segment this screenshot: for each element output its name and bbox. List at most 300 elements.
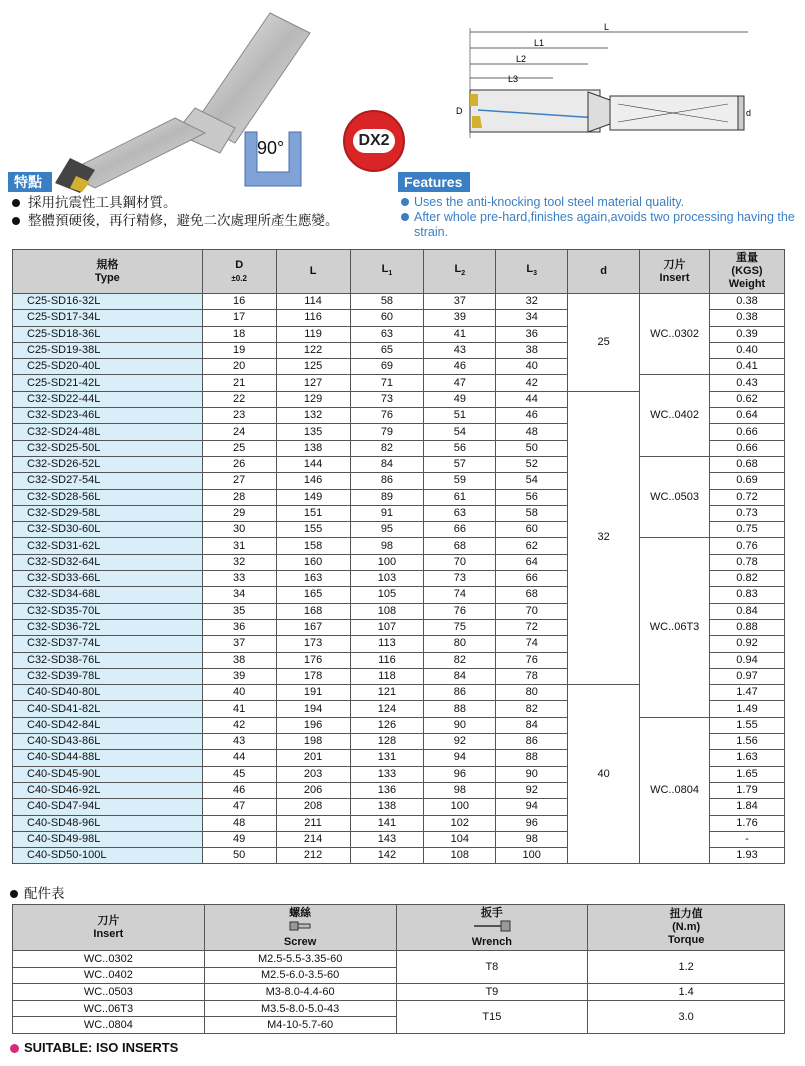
cell-L: 146 xyxy=(276,473,350,489)
cell-L2: 98 xyxy=(424,782,496,798)
cell-L3: 90 xyxy=(496,766,568,782)
cell-type: C25-SD18-36L xyxy=(13,326,203,342)
cell-L3: 86 xyxy=(496,734,568,750)
cell-L2: 46 xyxy=(424,359,496,375)
cell-L2: 84 xyxy=(424,668,496,684)
cell-type: C32-SD26-52L xyxy=(13,456,203,472)
cell-D: 37 xyxy=(202,636,276,652)
cell-D: 23 xyxy=(202,408,276,424)
cell-D: 35 xyxy=(202,603,276,619)
cell-type: C40-SD47-94L xyxy=(13,799,203,815)
col-insert: 刀片 Insert xyxy=(640,250,710,294)
cell-L1: 113 xyxy=(350,636,424,652)
cell-L1: 141 xyxy=(350,815,424,831)
cell-L: 127 xyxy=(276,375,350,391)
table-row xyxy=(13,375,785,391)
cell-L: 158 xyxy=(276,538,350,554)
cell-L: 132 xyxy=(276,408,350,424)
cell-type: C40-SD41-82L xyxy=(13,701,203,717)
diagram-label-L3: L3 xyxy=(508,74,519,84)
cell-type: C32-SD39-78L xyxy=(13,668,203,684)
cell-L2: 74 xyxy=(424,587,496,603)
cell-L1: 105 xyxy=(350,587,424,603)
acc-col-insert: 刀片 Insert xyxy=(13,905,205,951)
cell-D: 20 xyxy=(202,359,276,375)
acc-col-screw: 螺絲 Screw xyxy=(204,905,396,951)
cell-weight: 0.97 xyxy=(710,668,785,684)
cell-L3: 64 xyxy=(496,554,568,570)
cell-type: C25-SD17-34L xyxy=(13,310,203,326)
table-row xyxy=(13,717,785,733)
acc-cell-insert: WC..06T3 xyxy=(13,1000,205,1017)
cell-weight: 0.68 xyxy=(710,456,785,472)
cell-L: 173 xyxy=(276,636,350,652)
cell-L: 167 xyxy=(276,619,350,635)
cell-L1: 84 xyxy=(350,456,424,472)
cell-L: 138 xyxy=(276,440,350,456)
cell-weight: 0.78 xyxy=(710,554,785,570)
cell-L3: 84 xyxy=(496,717,568,733)
cell-weight: 0.75 xyxy=(710,522,785,538)
cell-L1: 98 xyxy=(350,538,424,554)
header-area xyxy=(0,0,805,245)
cell-L3: 40 xyxy=(496,359,568,375)
cell-L2: 49 xyxy=(424,391,496,407)
cell-D: 26 xyxy=(202,456,276,472)
cell-type: C32-SD32-64L xyxy=(13,554,203,570)
cell-L3: 58 xyxy=(496,505,568,521)
cell-D: 42 xyxy=(202,717,276,733)
acc-cell-screw: M2.5-5.5-3.35-60 xyxy=(204,951,396,968)
cell-L2: 43 xyxy=(424,342,496,358)
cell-type: C32-SD30-60L xyxy=(13,522,203,538)
table-row xyxy=(13,456,785,472)
cell-L3: 44 xyxy=(496,391,568,407)
cell-type: C32-SD37-74L xyxy=(13,636,203,652)
cell-D: 38 xyxy=(202,652,276,668)
wrench-icon xyxy=(473,920,511,932)
cell-L3: 50 xyxy=(496,440,568,456)
cell-D: 18 xyxy=(202,326,276,342)
cell-L1: 58 xyxy=(350,294,424,310)
cell-L3: 82 xyxy=(496,701,568,717)
cell-L3: 48 xyxy=(496,424,568,440)
cell-type: C25-SD19-38L xyxy=(13,342,203,358)
cell-L: 151 xyxy=(276,505,350,521)
cell-L2: 100 xyxy=(424,799,496,815)
cell-L2: 96 xyxy=(424,766,496,782)
cell-weight: 1.76 xyxy=(710,815,785,831)
features-en-tag: Features xyxy=(398,172,470,192)
cell-insert: WC..0804 xyxy=(640,717,710,864)
cell-D: 29 xyxy=(202,505,276,521)
table-row xyxy=(13,294,785,310)
acc-cell-insert: WC..0503 xyxy=(13,984,205,1001)
cell-d: 40 xyxy=(568,685,640,864)
cell-L3: 38 xyxy=(496,342,568,358)
cell-D: 28 xyxy=(202,489,276,505)
table-row xyxy=(13,951,785,968)
cell-weight: 0.82 xyxy=(710,571,785,587)
cell-insert: WC..0402 xyxy=(640,375,710,456)
cell-L3: 76 xyxy=(496,652,568,668)
cell-D: 17 xyxy=(202,310,276,326)
col-type: 規格 Type xyxy=(13,250,203,294)
table-row xyxy=(13,984,785,1001)
cell-L3: 54 xyxy=(496,473,568,489)
cell-L: 119 xyxy=(276,326,350,342)
cell-weight: 1.65 xyxy=(710,766,785,782)
cell-type: C32-SD25-50L xyxy=(13,440,203,456)
cell-weight: 1.93 xyxy=(710,848,785,864)
cell-L: 144 xyxy=(276,456,350,472)
diagram-label-L1: L1 xyxy=(534,38,545,48)
feature-zh-item: 採用抗震性工具鋼材質。 xyxy=(10,194,339,212)
acc-cell-insert: WC..0804 xyxy=(13,1017,205,1034)
cell-weight: 1.55 xyxy=(710,717,785,733)
cell-L2: 61 xyxy=(424,489,496,505)
cell-L: 163 xyxy=(276,571,350,587)
cell-type: C32-SD27-54L xyxy=(13,473,203,489)
cell-L1: 131 xyxy=(350,750,424,766)
cell-L2: 39 xyxy=(424,310,496,326)
cell-weight: 0.43 xyxy=(710,375,785,391)
cell-type: C32-SD29-58L xyxy=(13,505,203,521)
spec-table xyxy=(12,249,785,864)
cell-weight: 0.66 xyxy=(710,424,785,440)
cell-L3: 70 xyxy=(496,603,568,619)
dimension-diagram xyxy=(448,20,753,160)
cell-L1: 63 xyxy=(350,326,424,342)
cell-L2: 90 xyxy=(424,717,496,733)
cell-type: C32-SD28-56L xyxy=(13,489,203,505)
cell-L2: 66 xyxy=(424,522,496,538)
cell-type: C40-SD49-98L xyxy=(13,831,203,847)
cell-L1: 91 xyxy=(350,505,424,521)
cell-weight: 0.40 xyxy=(710,342,785,358)
cell-L2: 47 xyxy=(424,375,496,391)
accessories-header xyxy=(13,905,785,951)
cell-L: 116 xyxy=(276,310,350,326)
cell-L: 211 xyxy=(276,815,350,831)
spec-table-header xyxy=(13,250,785,294)
cell-L1: 82 xyxy=(350,440,424,456)
cell-type: C25-SD20-40L xyxy=(13,359,203,375)
cell-L2: 41 xyxy=(424,326,496,342)
cell-L1: 121 xyxy=(350,685,424,701)
cell-L3: 66 xyxy=(496,571,568,587)
cell-L2: 80 xyxy=(424,636,496,652)
cell-D: 45 xyxy=(202,766,276,782)
cell-L1: 138 xyxy=(350,799,424,815)
cell-L3: 80 xyxy=(496,685,568,701)
cell-L3: 78 xyxy=(496,668,568,684)
cell-L2: 75 xyxy=(424,619,496,635)
table-row xyxy=(13,538,785,554)
cell-L2: 51 xyxy=(424,408,496,424)
cell-D: 33 xyxy=(202,571,276,587)
acc-cell-wrench: T15 xyxy=(396,1000,588,1033)
cell-L1: 73 xyxy=(350,391,424,407)
cell-weight: 0.69 xyxy=(710,473,785,489)
cell-L2: 63 xyxy=(424,505,496,521)
cell-L3: 42 xyxy=(496,375,568,391)
cell-weight: 0.76 xyxy=(710,538,785,554)
acc-cell-insert: WC..0402 xyxy=(13,967,205,984)
col-weight: 重量 (KGS) Weight xyxy=(710,250,785,294)
cell-L1: 128 xyxy=(350,734,424,750)
cell-L: 194 xyxy=(276,701,350,717)
cell-L: 176 xyxy=(276,652,350,668)
cell-L1: 143 xyxy=(350,831,424,847)
cell-L3: 98 xyxy=(496,831,568,847)
cell-L1: 133 xyxy=(350,766,424,782)
col-L2: $L_2$ xyxy=(424,250,496,294)
diagram-label-L2: L2 xyxy=(516,54,527,64)
cell-L: 214 xyxy=(276,831,350,847)
cell-L2: 108 xyxy=(424,848,496,864)
diagram-label-D: D xyxy=(456,106,463,116)
features-zh-list xyxy=(10,194,339,230)
cell-weight: - xyxy=(710,831,785,847)
cell-D: 39 xyxy=(202,668,276,684)
cell-L2: 56 xyxy=(424,440,496,456)
cell-L1: 124 xyxy=(350,701,424,717)
screw-icon xyxy=(289,920,311,932)
cell-L1: 108 xyxy=(350,603,424,619)
cell-weight: 0.64 xyxy=(710,408,785,424)
cell-L3: 68 xyxy=(496,587,568,603)
feature-en-item: After whole pre-hard,finishes again,avoids two processing having the strain. xyxy=(400,210,795,240)
cell-type: C40-SD48-96L xyxy=(13,815,203,831)
cell-weight: 0.88 xyxy=(710,619,785,635)
cell-L2: 92 xyxy=(424,734,496,750)
acc-col-torque: 扭力值 (N.m) Torque xyxy=(588,905,785,951)
cell-L: 208 xyxy=(276,799,350,815)
cell-L: 122 xyxy=(276,342,350,358)
acc-cell-wrench: T8 xyxy=(396,951,588,984)
cell-weight: 1.49 xyxy=(710,701,785,717)
cell-L2: 70 xyxy=(424,554,496,570)
cell-D: 36 xyxy=(202,619,276,635)
cell-L: 206 xyxy=(276,782,350,798)
cell-weight: 0.41 xyxy=(710,359,785,375)
acc-cell-screw: M4-10-5.7-60 xyxy=(204,1017,396,1034)
cell-D: 22 xyxy=(202,391,276,407)
col-L1: $L_1$ xyxy=(350,250,424,294)
cell-type: C32-SD35-70L xyxy=(13,603,203,619)
series-label: DX2 xyxy=(353,129,395,153)
cell-weight: 0.66 xyxy=(710,440,785,456)
acc-cell-torque: 1.2 xyxy=(588,951,785,984)
cell-L: 125 xyxy=(276,359,350,375)
cell-L3: 88 xyxy=(496,750,568,766)
acc-cell-insert: WC..0302 xyxy=(13,951,205,968)
cell-L1: 89 xyxy=(350,489,424,505)
cell-L1: 65 xyxy=(350,342,424,358)
cell-L3: 92 xyxy=(496,782,568,798)
cell-L: 191 xyxy=(276,685,350,701)
cell-L2: 86 xyxy=(424,685,496,701)
cell-D: 27 xyxy=(202,473,276,489)
suitable-note: SUITABLE: ISO INSERTS xyxy=(10,1040,178,1055)
cell-L1: 71 xyxy=(350,375,424,391)
cell-L: 114 xyxy=(276,294,350,310)
cell-L3: 72 xyxy=(496,619,568,635)
cell-L1: 100 xyxy=(350,554,424,570)
cell-type: C32-SD22-44L xyxy=(13,391,203,407)
cell-L1: 107 xyxy=(350,619,424,635)
cell-L: 203 xyxy=(276,766,350,782)
cell-d: 25 xyxy=(568,294,640,392)
cell-L1: 79 xyxy=(350,424,424,440)
cell-L1: 86 xyxy=(350,473,424,489)
cell-L: 212 xyxy=(276,848,350,864)
cell-weight: 0.38 xyxy=(710,294,785,310)
cell-type: C40-SD45-90L xyxy=(13,766,203,782)
cell-L3: 60 xyxy=(496,522,568,538)
cell-L3: 94 xyxy=(496,799,568,815)
cell-weight: 0.38 xyxy=(710,310,785,326)
cell-weight: 0.73 xyxy=(710,505,785,521)
accessories-title: 配件表 xyxy=(10,882,65,902)
cell-weight: 0.72 xyxy=(710,489,785,505)
acc-cell-torque: 3.0 xyxy=(588,1000,785,1033)
cell-type: C40-SD46-92L xyxy=(13,782,203,798)
cell-L3: 100 xyxy=(496,848,568,864)
cell-D: 41 xyxy=(202,701,276,717)
cell-L: 129 xyxy=(276,391,350,407)
cell-L3: 52 xyxy=(496,456,568,472)
cell-L: 201 xyxy=(276,750,350,766)
acc-cell-screw: M3.5-8.0-5.0-43 xyxy=(204,1000,396,1017)
cell-L2: 57 xyxy=(424,456,496,472)
cell-weight: 1.47 xyxy=(710,685,785,701)
cell-insert: WC..0302 xyxy=(640,294,710,375)
cell-type: C40-SD42-84L xyxy=(13,717,203,733)
cell-L2: 82 xyxy=(424,652,496,668)
cell-L: 155 xyxy=(276,522,350,538)
cell-type: C25-SD16-32L xyxy=(13,294,203,310)
cell-type: C40-SD44-88L xyxy=(13,750,203,766)
cell-L: 196 xyxy=(276,717,350,733)
cell-weight: 0.94 xyxy=(710,652,785,668)
acc-cell-screw: M3-8.0-4.4-60 xyxy=(204,984,396,1001)
cell-L2: 88 xyxy=(424,701,496,717)
cell-weight: 0.83 xyxy=(710,587,785,603)
cell-D: 24 xyxy=(202,424,276,440)
cell-type: C25-SD21-42L xyxy=(13,375,203,391)
cell-D: 16 xyxy=(202,294,276,310)
cell-L2: 104 xyxy=(424,831,496,847)
diagram-label-d: d xyxy=(746,108,752,118)
cell-weight: 0.84 xyxy=(710,603,785,619)
cell-D: 32 xyxy=(202,554,276,570)
cell-type: C40-SD43-86L xyxy=(13,734,203,750)
cell-L1: 95 xyxy=(350,522,424,538)
cell-L3: 32 xyxy=(496,294,568,310)
cell-D: 50 xyxy=(202,848,276,864)
cell-weight: 0.39 xyxy=(710,326,785,342)
cell-type: C40-SD50-100L xyxy=(13,848,203,864)
cell-D: 31 xyxy=(202,538,276,554)
col-L3: $L_3$ xyxy=(496,250,568,294)
cell-type: C32-SD33-66L xyxy=(13,571,203,587)
cell-D: 25 xyxy=(202,440,276,456)
features-zh-tag: 特點 xyxy=(8,172,52,192)
cell-type: C32-SD24-48L xyxy=(13,424,203,440)
cell-L3: 36 xyxy=(496,326,568,342)
cell-D: 48 xyxy=(202,815,276,831)
cell-D: 49 xyxy=(202,831,276,847)
cell-D: 44 xyxy=(202,750,276,766)
cell-L1: 142 xyxy=(350,848,424,864)
cell-L: 178 xyxy=(276,668,350,684)
cell-L2: 102 xyxy=(424,815,496,831)
cell-weight: 1.84 xyxy=(710,799,785,815)
cell-d: 32 xyxy=(568,391,640,684)
col-D: D ±0.2 xyxy=(202,250,276,294)
cell-L1: 126 xyxy=(350,717,424,733)
cell-L1: 118 xyxy=(350,668,424,684)
features-en-list xyxy=(400,195,795,240)
cell-L: 168 xyxy=(276,603,350,619)
cell-L: 135 xyxy=(276,424,350,440)
cell-insert: WC..06T3 xyxy=(640,538,710,717)
col-L: L xyxy=(276,250,350,294)
acc-cell-screw: M2.5-6.0-3.5-60 xyxy=(204,967,396,984)
cell-weight: 1.63 xyxy=(710,750,785,766)
cell-L1: 116 xyxy=(350,652,424,668)
acc-col-wrench: 扳手 Wrench xyxy=(396,905,588,951)
cell-D: 43 xyxy=(202,734,276,750)
cell-type: C32-SD34-68L xyxy=(13,587,203,603)
cell-type: C32-SD36-72L xyxy=(13,619,203,635)
cell-L2: 59 xyxy=(424,473,496,489)
cell-L3: 62 xyxy=(496,538,568,554)
accessories-table xyxy=(12,904,785,1034)
cell-L3: 74 xyxy=(496,636,568,652)
series-badge xyxy=(343,110,405,172)
cell-type: C40-SD40-80L xyxy=(13,685,203,701)
cell-weight: 1.56 xyxy=(710,734,785,750)
cell-L2: 94 xyxy=(424,750,496,766)
cell-D: 19 xyxy=(202,342,276,358)
cell-L2: 37 xyxy=(424,294,496,310)
cell-L1: 76 xyxy=(350,408,424,424)
cell-L1: 103 xyxy=(350,571,424,587)
cell-L1: 136 xyxy=(350,782,424,798)
angle-label: 90° xyxy=(257,138,285,158)
cell-L2: 73 xyxy=(424,571,496,587)
cell-D: 34 xyxy=(202,587,276,603)
cell-L1: 60 xyxy=(350,310,424,326)
cell-insert: WC..0503 xyxy=(640,456,710,537)
cell-L2: 68 xyxy=(424,538,496,554)
cell-type: C32-SD23-46L xyxy=(13,408,203,424)
cell-L2: 54 xyxy=(424,424,496,440)
cell-type: C32-SD38-76L xyxy=(13,652,203,668)
cell-weight: 1.79 xyxy=(710,782,785,798)
cell-L2: 76 xyxy=(424,603,496,619)
cell-L1: 69 xyxy=(350,359,424,375)
cell-L3: 46 xyxy=(496,408,568,424)
angle-badge xyxy=(243,128,303,190)
cell-D: 47 xyxy=(202,799,276,815)
cell-L: 149 xyxy=(276,489,350,505)
cell-D: 30 xyxy=(202,522,276,538)
cell-L3: 34 xyxy=(496,310,568,326)
